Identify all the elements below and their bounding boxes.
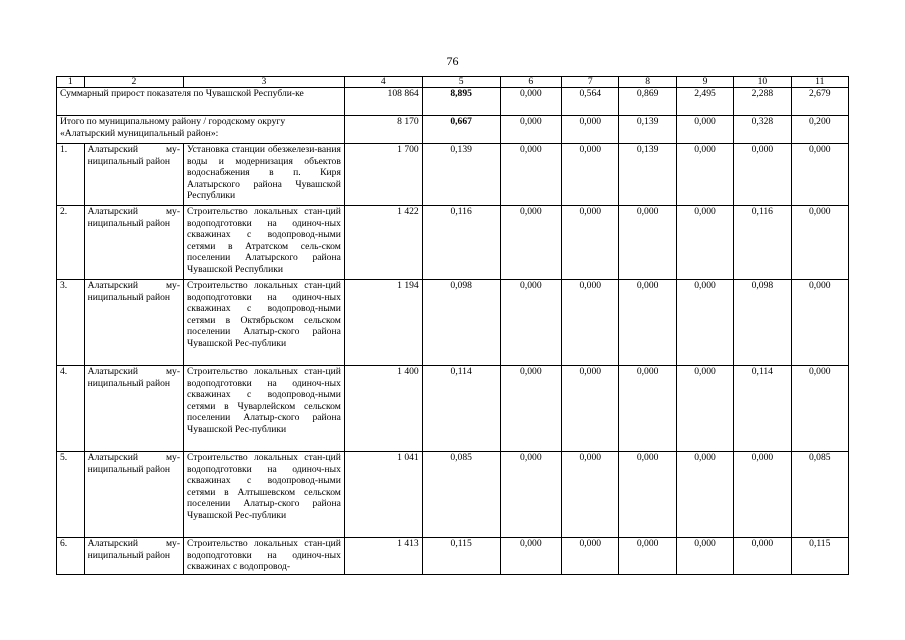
header-cell: 7 bbox=[562, 77, 619, 88]
value-cell: 2,679 bbox=[791, 88, 848, 116]
value-cell: 0,085 bbox=[791, 452, 848, 538]
value-cell: 0,114 bbox=[422, 366, 500, 452]
row-number: 6. bbox=[57, 538, 85, 575]
header-cell: 8 bbox=[619, 77, 676, 88]
value-cell: 0,098 bbox=[422, 280, 500, 366]
table-row bbox=[57, 452, 849, 538]
header-cell: 6 bbox=[500, 77, 561, 88]
district-cell: Алатырский му-ниципальный район bbox=[84, 206, 183, 280]
value-cell: 0,115 bbox=[791, 538, 848, 575]
value-cell: 0,116 bbox=[734, 206, 791, 280]
row-number: 1. bbox=[57, 144, 85, 206]
header-cell: 1 bbox=[57, 77, 85, 88]
value-cell: 0,000 bbox=[562, 452, 619, 538]
row-number: 5. bbox=[57, 452, 85, 538]
summary-row bbox=[57, 88, 849, 116]
value-cell: 0,000 bbox=[734, 144, 791, 206]
value-cell: 0,328 bbox=[734, 116, 791, 144]
value-cell: 0,115 bbox=[422, 538, 500, 575]
description-cell: Строительство локальных стан-ций водоподготовки на одиноч-ных скважинах с водопровод-ными сетями в Атратском сель-ском поселении Алатырского района Чувашской Республики bbox=[184, 206, 345, 280]
value-cell: 1 413 bbox=[344, 538, 422, 575]
value-cell: 0,000 bbox=[619, 206, 676, 280]
value-cell: 0,000 bbox=[676, 366, 733, 452]
value-cell: 0,139 bbox=[619, 144, 676, 206]
value-cell: 0,000 bbox=[562, 280, 619, 366]
row-number: 2. bbox=[57, 206, 85, 280]
value-cell: 0,139 bbox=[422, 144, 500, 206]
value-cell: 0,000 bbox=[562, 144, 619, 206]
header-cell: 5 bbox=[422, 77, 500, 88]
value-cell: 108 864 bbox=[344, 88, 422, 116]
value-cell: 0,098 bbox=[734, 280, 791, 366]
value-cell: 1 194 bbox=[344, 280, 422, 366]
description-cell: Строительство локальных стан-ций водоподготовки на одиноч-ных скважинах с водопровод-ными сетями в Чуварлейском сельском поселении Алатыр-ского района Чувашской Рес-публики bbox=[184, 366, 345, 452]
value-cell: 0,000 bbox=[500, 538, 561, 575]
district-cell: Алатырский му-ниципальный район bbox=[84, 366, 183, 452]
value-cell: 0,000 bbox=[562, 206, 619, 280]
value-cell: 0,000 bbox=[500, 280, 561, 366]
table-row bbox=[57, 366, 849, 452]
header-cell: 9 bbox=[676, 77, 733, 88]
value-cell: 0,000 bbox=[500, 144, 561, 206]
value-cell: 2,495 bbox=[676, 88, 733, 116]
value-cell: 0,000 bbox=[619, 452, 676, 538]
value-cell: 0,000 bbox=[500, 452, 561, 538]
district-cell: Алатырский му-ниципальный район bbox=[84, 280, 183, 366]
value-cell: 0,000 bbox=[676, 452, 733, 538]
header-cell: 3 bbox=[184, 77, 345, 88]
header-cell: 4 bbox=[344, 77, 422, 88]
header-cell: 2 bbox=[84, 77, 183, 88]
value-cell: 8,895 bbox=[422, 88, 500, 116]
district-cell: Алатырский му-ниципальный район bbox=[84, 144, 183, 206]
table-row bbox=[57, 280, 849, 366]
value-cell: 0,000 bbox=[500, 116, 561, 144]
description-cell: Строительство локальных стан-ций водоподготовки на одиноч-ных скважинах с водопровод- bbox=[184, 538, 345, 575]
value-cell: 0,000 bbox=[676, 206, 733, 280]
value-cell: 0,000 bbox=[562, 538, 619, 575]
value-cell: 1 041 bbox=[344, 452, 422, 538]
value-cell: 0,000 bbox=[676, 116, 733, 144]
value-cell: 0,085 bbox=[422, 452, 500, 538]
value-cell: 0,000 bbox=[791, 206, 848, 280]
district-cell: Алатырский му-ниципальный район bbox=[84, 538, 183, 575]
value-cell: 0,116 bbox=[422, 206, 500, 280]
district-cell: Алатырский му-ниципальный район bbox=[84, 452, 183, 538]
value-cell: 0,000 bbox=[500, 206, 561, 280]
summary-label: Суммарный прирост показателя по Чувашской Республи-ке bbox=[57, 88, 345, 116]
value-cell: 0,200 bbox=[791, 116, 848, 144]
value-cell: 0,869 bbox=[619, 88, 676, 116]
header-row bbox=[57, 77, 849, 88]
value-cell: 0,000 bbox=[791, 280, 848, 366]
value-cell: 0,000 bbox=[676, 144, 733, 206]
value-cell: 0,000 bbox=[791, 366, 848, 452]
value-cell: 0,000 bbox=[619, 280, 676, 366]
value-cell: 1 700 bbox=[344, 144, 422, 206]
value-cell: 0,000 bbox=[500, 88, 561, 116]
header-cell: 10 bbox=[734, 77, 791, 88]
value-cell: 0,000 bbox=[676, 280, 733, 366]
value-cell: 0,000 bbox=[734, 452, 791, 538]
value-cell: 1 400 bbox=[344, 366, 422, 452]
value-cell: 0,000 bbox=[791, 144, 848, 206]
subtotal-label: Итого по муниципальному району / городскому округу «Алатырский муниципальный район»: bbox=[57, 116, 345, 144]
table-row bbox=[57, 538, 849, 575]
value-cell: 0,000 bbox=[734, 538, 791, 575]
page-number: 76 bbox=[446, 54, 459, 68]
value-cell: 0,000 bbox=[500, 366, 561, 452]
value-cell: 8 170 bbox=[344, 116, 422, 144]
table-row bbox=[57, 206, 849, 280]
value-cell: 0,139 bbox=[619, 116, 676, 144]
value-cell: 0,564 bbox=[562, 88, 619, 116]
description-cell: Строительство локальных стан-ций водоподготовки на одиноч-ных скважинах с водопровод-ными сетями в Алтышевском сельском поселении Алатыр-ского района Чувашской Рес-публики bbox=[184, 452, 345, 538]
value-cell: 0,114 bbox=[734, 366, 791, 452]
data-table bbox=[56, 76, 849, 575]
subtotal-row bbox=[57, 116, 849, 144]
table-row bbox=[57, 144, 849, 206]
value-cell: 0,000 bbox=[619, 366, 676, 452]
description-cell: Установка станции обезжелези-вания воды и модернизация объектов водоснабжения в п. Киря Алатырского района Чувашской Республики bbox=[184, 144, 345, 206]
header-cell: 11 bbox=[791, 77, 848, 88]
row-number: 3. bbox=[57, 280, 85, 366]
row-number: 4. bbox=[57, 366, 85, 452]
value-cell: 0,000 bbox=[619, 538, 676, 575]
value-cell: 0,667 bbox=[422, 116, 500, 144]
description-cell: Строительство локальных стан-ций водоподготовки на одиноч-ных скважинах с водопровод-ными сетями в Октябрьском сельском поселении Алатыр-ского района Чувашской Рес-публики bbox=[184, 280, 345, 366]
value-cell: 0,000 bbox=[676, 538, 733, 575]
value-cell: 0,000 bbox=[562, 366, 619, 452]
value-cell: 1 422 bbox=[344, 206, 422, 280]
value-cell: 2,288 bbox=[734, 88, 791, 116]
value-cell: 0,000 bbox=[562, 116, 619, 144]
